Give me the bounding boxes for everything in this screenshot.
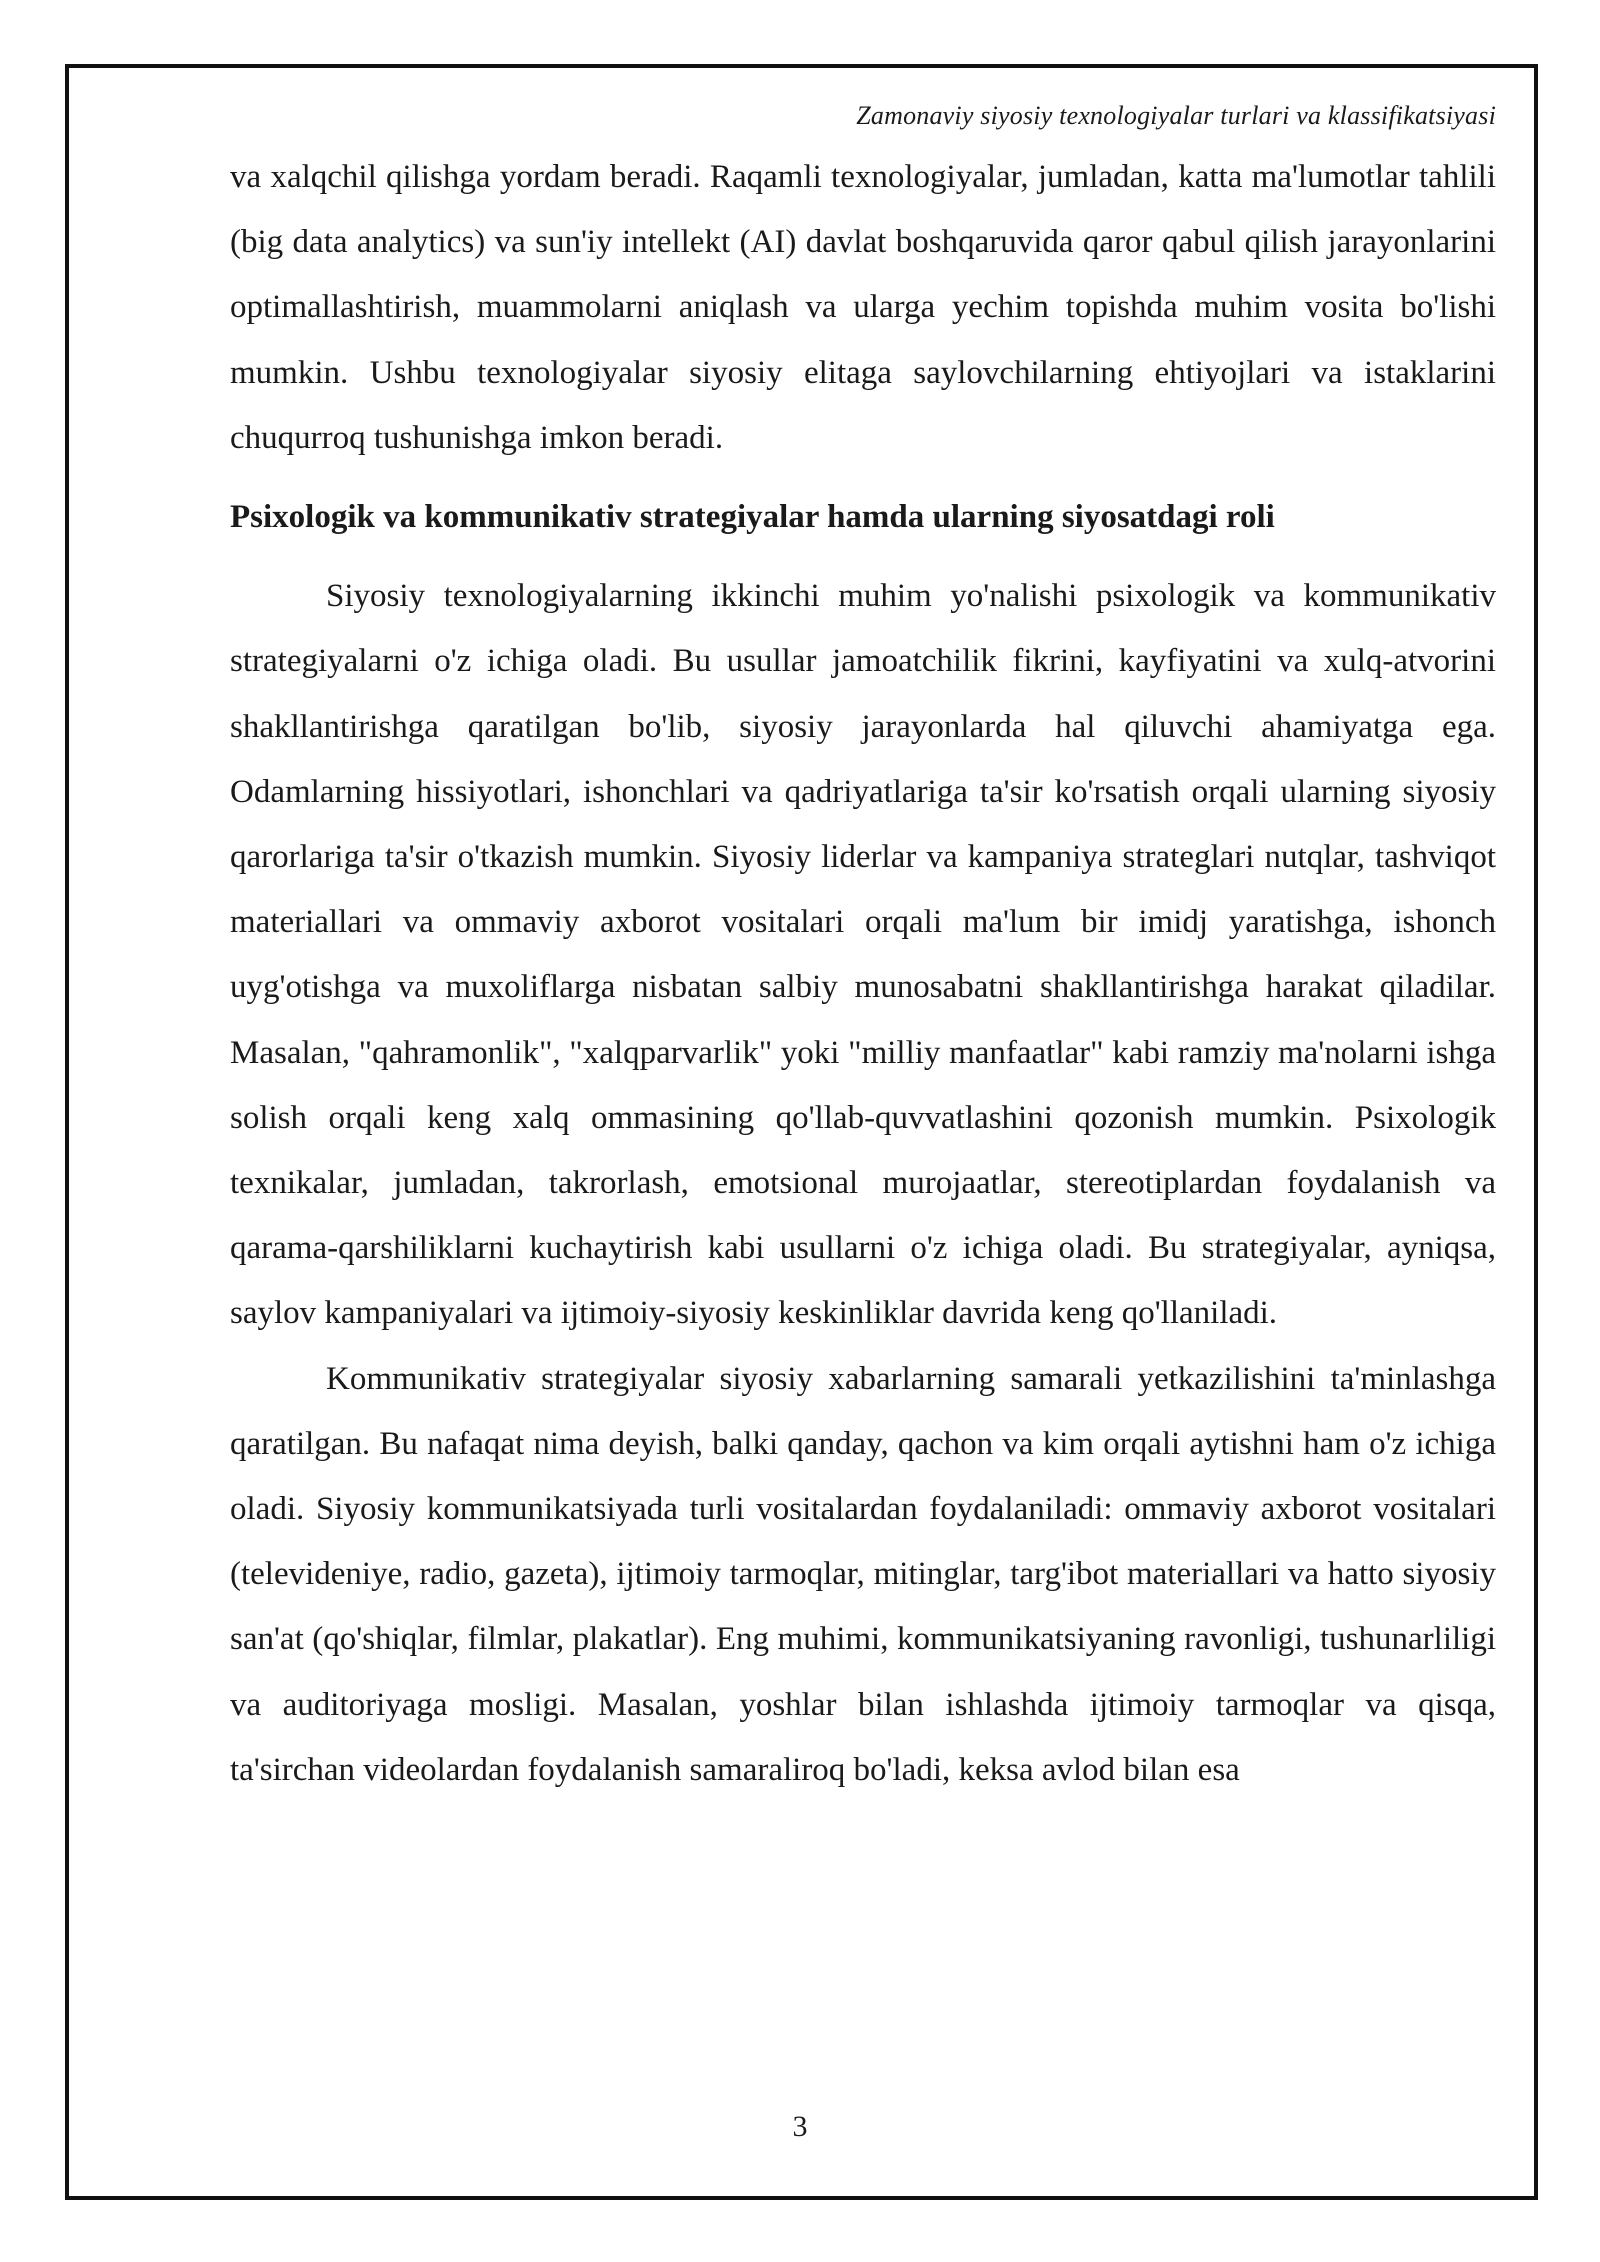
- page-number: 3: [792, 2110, 808, 2143]
- body-paragraph-2: Siyosiy texnologiyalarning ikkinchi muhim yo'nalishi psixologik va kommunikativ strategiyalarni o'z ichiga oladi. Bu usullar jamoatchilik fikrini, kayfiyatini va xulq-atvorini shakllantirishga qaratilgan bo'lib, siyosiy jarayonlarda hal qiluvchi ahamiyatga ega. Odamlarning hissiyotlari, ishonchlari va qadriyatlariga ta'sir ko'rsatish orqali ularning siyosiy qarorlariga ta'sir o'tkazish mumkin. Siyosiy liderlar va kampaniya strateglari nutqlar, tashviqot materiallari va ommaviy axborot vositalari orqali ma'lum bir imidj yaratishga, ishonch uyg'otishga va muxoliflarga nisbatan salbiy munosabatni shakllantirishga harakat qiladilar. Masalan, "qahramonlik", "xalqparvarlik" yoki "milliy manfaatlar" kabi ramziy ma'nolarni ishga solish orqali keng xalq ommasining qo'llab-quvvatlashini qozonish mumkin. Psixologik texnikalar, jumladan, takrorlash, emotsional murojaatlar, stereotiplardan foydalanish va qarama-qarshiliklarni kuchaytirish kabi usullarni o'z ichiga oladi. Bu strategiyalar, ayniqsa, saylov kampaniyalari va ijtimoiy-siyosiy keskinliklar davrida keng qo'llaniladi.: [230, 578, 1496, 1332]
- section-heading: Psixologik va kommunikativ strategiyalar hamda ularning siyosatdagi roli: [230, 499, 1275, 536]
- body-paragraph-1: va xalqchil qilishga yordam beradi. Raqamli texnologiyalar, jumladan, katta ma'lumotlar tahlili (big data analytics) va sun'iy intellekt (AI) davlat boshqaruvida qaror qabul qilish jarayonlarini optimallashtirish, muammolarni aniqlash va ularga yechim topishda muhim vosita bo'lishi mumkin. Ushbu texnologiyalar siyosiy elitaga saylovchilarning ehtiyojlari va istaklarini chuqurroq tushunishga imkon beradi.: [230, 159, 1496, 456]
- document-body: [230, 145, 1496, 1803]
- body-paragraph-3: Kommunikativ strategiyalar siyosiy xabarlarning samarali yetkazilishini ta'minlashga qaratilgan. Bu nafaqat nima deyish, balki qanday, qachon va kim orqali aytishni ham o'z ichiga oladi. Siyosiy kommunikatsiyada turli vositalardan foydalaniladi: ommaviy axborot vositalari (televideniye, radio, gazeta), ijtimoiy tarmoqlar, mitinglar, targ'ibot materiallari va hatto siyosiy san'at (qo'shiqlar, filmlar, plakatlar). Eng muhimi, kommunikatsiyaning ravonligi, tushunarliligi va auditoriyaga mosligi. Masalan, yoshlar bilan ishlashda ijtimoiy tarmoqlar va qisqa, ta'sirchan videolardan foydalanish samaraliroq bo'ladi, keksa avlod bilan esa: [230, 1360, 1496, 1788]
- running-header: Zamonaviy siyosiy texnologiyalar turlari va klassifikatsiyasi: [856, 101, 1496, 130]
